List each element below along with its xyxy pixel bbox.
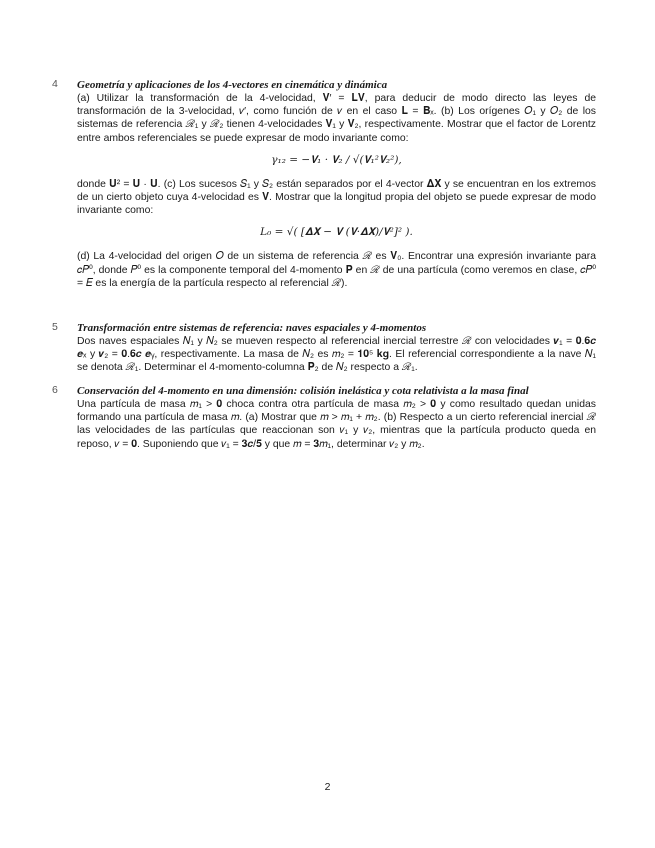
problem-title: Transformación entre sistemas de referencia: naves espaciales y 4-momentos	[77, 322, 427, 334]
problem-number: 6	[52, 384, 58, 396]
problem-paragraph: (d) La 4-velocidad del origen 𝑂 de un sistema de referencia ℛ es 𝐕₀. Encontrar una expresión invariante para 𝑐𝑃⁰, donde 𝑃⁰ es la componente temporal del 4-momento 𝐏 en ℛ de una partícula (como veremos en clase, 𝑐𝑃⁰ = 𝐸 es la energía de la partícula respecto al referencial ℛ).	[77, 251, 596, 289]
problem-paragraph: Dos naves espaciales 𝑁₁ y 𝑁₂ se mueven respecto al referencial inercial terrestre ℛ con velocidades 𝒗₁ = 𝟎.𝟔𝒄 𝒆ₓ y 𝒗₂ = 𝟎.𝟔𝒄 𝒆ᵧ, respectivamente. La masa de 𝑁₂ es 𝑚₂ = 𝟏𝟎⁵ 𝐤𝐠. El referencial correspondiente a la nave 𝑁₁ se denota ℛ₁. Determinar el 4-momento-columna 𝐏₂ de 𝑁₂ respecto a ℛ₁.	[77, 336, 596, 374]
problem-paragraph: donde 𝐔² = 𝐔 · 𝐔. (c) Los sucesos 𝑆₁ y 𝑆₂ están separados por el 4-vector 𝚫𝐗 y se encuentran en los extremos de un cierto objeto cuya 4-velocidad es 𝐕. Mostrar que la longitud propia del objeto se puede expresar de modo invariante como:	[77, 178, 596, 217]
problem-title: Conservación del 4-momento en una dimensión: colisión inelástica y cota relativista a la masa final	[77, 385, 529, 397]
problem-5	[52, 321, 596, 375]
problem-paragraph: (a) Utilizar la transformación de la 4-velocidad, 𝐕′ = 𝐋𝐕, para deducir de modo directo las leyes de transformación de la 3-velocidad, 𝑣′, como función de 𝑣 en el caso 𝐋 = 𝐁ₓ. (b) Los orígenes 𝑂₁ y 𝑂₂ de los sistemas de referencia ℛ₁ y ℛ₂ tienen 4-velocidades 𝐕₁ y 𝐕₂, respectivamente. Mostrar que el factor de Lorentz entre ambos referenciales se puede expresar de modo invariante como:	[77, 93, 596, 144]
problem-body	[77, 384, 596, 451]
problem-6	[52, 384, 596, 451]
problem-body	[77, 321, 596, 375]
problem-number: 4	[52, 78, 58, 90]
page-number: 2	[324, 781, 331, 793]
equation-lorentz-factor: 𝛾₁₂ = −𝐕₁ · 𝐕₂ / √(𝐕₁²𝐕₂²),	[271, 153, 402, 166]
problem-title: Geometría y aplicaciones de los 4-vectores en cinemática y dinámica	[77, 79, 388, 91]
problem-body	[77, 78, 596, 290]
problem-number: 5	[52, 321, 58, 333]
problem-paragraph: Una partícula de masa 𝑚₁ > 𝟎 choca contra otra partícula de masa 𝑚₂ > 𝟎 y como resultado quedan unidas formando una partícula de masa 𝑚. (a) Mostrar que 𝑚 > 𝑚₁ + 𝑚₂. (b) Respecto a un cierto referencial inercial ℛ las velocidades de las partículas que reaccionan son 𝑣₁ y 𝑣₂, mientras que la partícula producto queda en reposo, 𝑣 = 𝟎. Suponiendo que 𝑣₁ = 𝟑𝒄/𝟓 y que 𝑚 = 𝟑𝑚₁, determinar 𝑣₂ y 𝑚₂.	[77, 399, 596, 450]
problem-4	[52, 78, 596, 290]
equation-proper-length: 𝐿₀ = √( [𝚫𝐗 − 𝐕 (𝐕·𝚫𝐗)/𝐕²]² ).	[260, 226, 413, 239]
